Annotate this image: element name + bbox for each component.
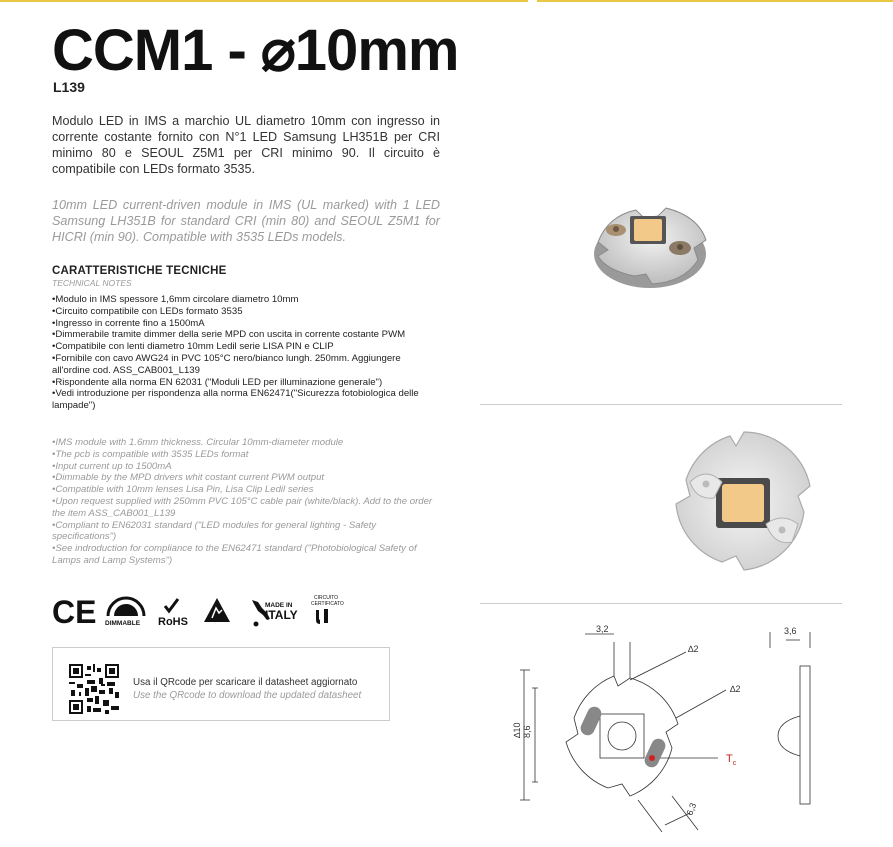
svg-text:RoHS: RoHS	[158, 616, 188, 628]
divider	[480, 603, 842, 604]
top-accent-line-left	[0, 0, 528, 2]
certification-icons	[52, 592, 382, 632]
svg-text:MADE IN: MADE IN	[265, 602, 293, 609]
qr-instruction-english: Use the QRcode to download the updated datasheet	[133, 690, 362, 701]
description-italian: Modulo LED in IMS a marchio UL diametro 10mm con ingresso in corrente costante fornito con N°1 LED Samsung LH351B per CRI minimo 80 e SEOUL Z5M1 per CRI minimo 90. Il circuito è compatibile con LEDs formato 3535.	[52, 114, 440, 176]
list-item: • IMS module with 1.6mm thickness. Circular 10mm-diameter module	[52, 437, 437, 449]
list-item: • Input current up to 1500mA	[52, 461, 437, 473]
list-item: • See indroduction for compliance to the EN62471 standard ("Photobiological Safety of Lamps and Lamp Systems")	[52, 543, 437, 567]
ul-circuit-certified-icon	[311, 595, 344, 624]
list-item: • Upon request supplied with 250mm PVC 105°C cable pair (white/black). Add to the order the item ASS_CAB001_L139	[52, 496, 437, 520]
features-title: CARATTERISTICHE TECNICHE	[52, 265, 227, 277]
divider	[480, 404, 842, 405]
qr-instruction-italian: Usa il QRcode per scaricare il datasheet aggiornato	[133, 677, 358, 688]
list-item: • Compatible with 10mm lenses Lisa Pin, Lisa Clip Ledil series	[52, 484, 437, 496]
qr-code-icon[interactable]	[69, 664, 119, 714]
dim-label-hole-2: ∆2	[730, 684, 741, 694]
rohs-icon	[158, 599, 188, 628]
list-item: • Dimmerabile tramite dimmer della serie MPD con uscita in corrente costante PWM	[52, 329, 437, 341]
dim-label-side: 3,6	[784, 626, 797, 636]
esd-warning-icon	[204, 598, 230, 622]
dimmable-icon	[105, 598, 144, 627]
svg-text:CERTIFICATO: CERTIFICATO	[311, 601, 344, 607]
list-item: • Modulo in IMS spessore 1,6mm circolare diametro 10mm	[52, 294, 437, 306]
made-in-italy-icon	[252, 600, 298, 627]
ce-mark-icon: CE	[52, 594, 97, 630]
technical-drawing	[490, 620, 820, 835]
dim-label-hole-1: ∆2	[688, 644, 699, 654]
svg-text:ITALY: ITALY	[265, 608, 298, 622]
features-list-italian	[52, 294, 437, 412]
list-item: • Circuito compatibile con LEDs formato 3535	[52, 306, 437, 318]
list-item: • Compatibile con lenti diametro 10mm Ledil serie LISA PIN e CLIP	[52, 341, 437, 353]
dim-label-3-2: 3,2	[596, 624, 609, 634]
features-subtitle: TECHNICAL NOTES	[52, 278, 132, 288]
list-item: • Ingresso in corrente fino a 1500mA	[52, 318, 437, 330]
list-item: • The pcb is compatible with 3535 LEDs format	[52, 449, 437, 461]
svg-text:DIMMABLE: DIMMABLE	[105, 620, 141, 627]
qr-code-box	[52, 647, 390, 721]
features-list-english	[52, 437, 437, 567]
dim-label-outer: ∆10	[512, 722, 522, 738]
dim-label-diagonal: 6,3	[684, 801, 699, 817]
tc-label: $T_c$	[726, 753, 737, 767]
top-accent-line-right	[537, 0, 893, 2]
product-photo-top	[670, 426, 818, 576]
dim-label-inner: 8,6	[522, 725, 532, 738]
page-title: CCM1 - ⌀10mm	[52, 18, 459, 83]
product-photo-angled	[588, 196, 713, 296]
list-item: • Dimmable by the MPD drivers whit costant current PWM output	[52, 472, 437, 484]
list-item: • Compliant to EN62031 standard ("LED modules for general lighting - Safety specifications")	[52, 520, 437, 544]
list-item: • Vedi introduzione per rispondenza alla norma EN62471("Sicurezza fotobiologica delle lampade")	[52, 388, 437, 412]
product-code: L139	[53, 79, 85, 95]
svg-text:CIRCUITO: CIRCUITO	[314, 595, 339, 601]
list-item: • Fornibile con cavo AWG24 in PVC 105°C nero/bianco lungh. 250mm. Aggiungere all'ordine cod. ASS_CAB001_L139	[52, 353, 437, 377]
description-english: 10mm LED current-driven module in IMS (UL marked) with 1 LED Samsung LH351B for standard CRI (min 80) and SEOUL Z5M1 for HICRI (min 90). Compatible with 3535 LEDs models.	[52, 198, 440, 244]
list-item: • Rispondente alla norma EN 62031 ("Moduli LED per illuminazione generale")	[52, 377, 437, 389]
